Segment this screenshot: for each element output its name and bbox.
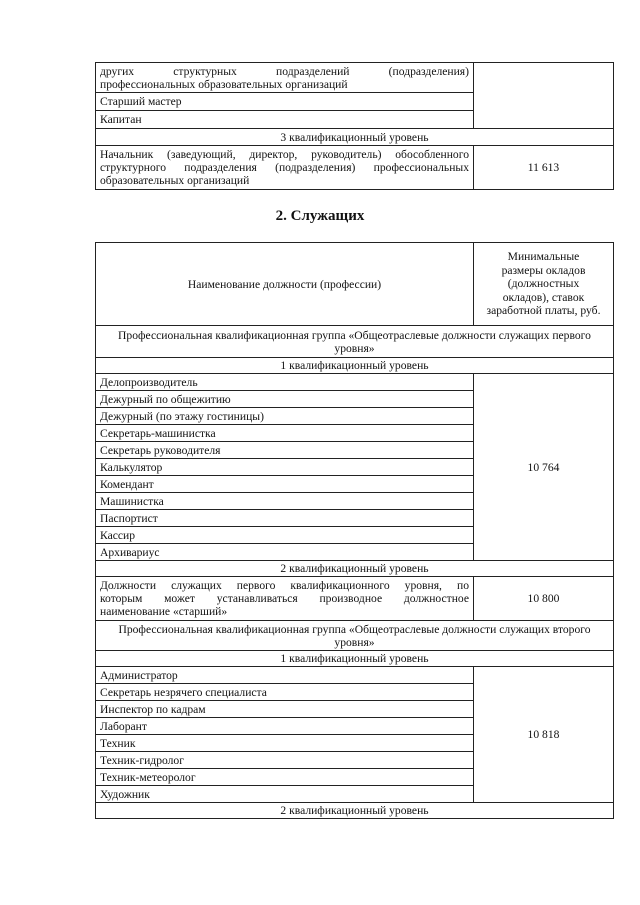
cell-line: структурного подразделения (подразделения) профессиональных [100, 161, 469, 174]
position-cell: Художник [96, 786, 474, 803]
cell-line: Начальник (заведующий, директор, руководитель) обособленного [100, 148, 469, 161]
position-cell: Калькулятор [96, 459, 474, 476]
header-salary [474, 243, 614, 326]
header-line: (должностных [507, 277, 580, 291]
table-row [96, 326, 614, 358]
cell-line: наименование «старший» [100, 605, 228, 618]
salary-cell: 10 764 [474, 374, 614, 561]
qualification-level-row: 1 квалификационный уровень [96, 651, 614, 667]
salary-cell-empty [474, 63, 614, 129]
table-row [96, 561, 614, 577]
salary-table-continuation [95, 62, 614, 190]
position-cell [96, 577, 474, 621]
position-cell [96, 63, 474, 93]
qualification-level-row: 2 квалификационный уровень [96, 561, 614, 577]
table-row [96, 667, 614, 684]
table-row [96, 621, 614, 651]
table-row [96, 129, 614, 146]
qualification-group-row: Профессиональная квалификационная группа «Общеотраслевые должности служащих второго уровня» [96, 621, 614, 651]
salary-cell: 10 818 [474, 667, 614, 803]
table-row [96, 63, 614, 93]
position-cell: Инспектор по кадрам [96, 701, 474, 718]
qualification-level-row: 2 квалификационный уровень [96, 803, 614, 819]
position-cell: Комендант [96, 476, 474, 493]
position-cell: Кассир [96, 527, 474, 544]
cell-line: Должности служащих первого квалификационного уровня, по [100, 579, 469, 592]
position-cell [96, 146, 474, 190]
cell-line: которым может устанавливаться производное должностное [100, 592, 469, 605]
position-cell: Техник-метеоролог [96, 769, 474, 786]
position-cell: Техник-гидролог [96, 752, 474, 769]
table-row [96, 803, 614, 819]
cell-line: образовательных организаций [100, 174, 250, 187]
position-cell: Секретарь-машинистка [96, 425, 474, 442]
position-cell: Секретарь руководителя [96, 442, 474, 459]
cell-line: профессиональных образовательных организаций [100, 77, 348, 91]
table-row [96, 358, 614, 374]
position-cell: Капитан [96, 111, 474, 129]
header-line: размеры окладов [501, 263, 586, 277]
position-cell: Паспортист [96, 510, 474, 527]
position-cell: Администратор [96, 667, 474, 684]
header-line: заработной платы, руб. [486, 304, 601, 318]
position-cell: Машинистка [96, 493, 474, 510]
header-line: окладов), ставок [502, 290, 585, 304]
position-cell: Техник [96, 735, 474, 752]
qualification-level-row: 1 квалификационный уровень [96, 358, 614, 374]
header-position-name: Наименование должности (профессии) [96, 243, 474, 326]
position-cell: Делопроизводитель [96, 374, 474, 391]
section-title: 2. Служащих [275, 208, 365, 224]
qualification-level-row: 3 квалификационный уровень [96, 129, 614, 146]
qualification-group-row: Профессиональная квалификационная группа «Общеотраслевые должности служащих первого уровня» [96, 326, 614, 358]
table-row [96, 577, 614, 621]
salary-table-employees [95, 242, 614, 819]
position-cell: Лаборант [96, 718, 474, 735]
position-cell: Архивариус [96, 544, 474, 561]
position-cell: Секретарь незрячего специалиста [96, 684, 474, 701]
table-header-row [96, 243, 614, 326]
table-row [96, 146, 614, 190]
table-row [96, 374, 614, 391]
position-cell: Дежурный по общежитию [96, 391, 474, 408]
salary-cell: 10 800 [474, 577, 614, 621]
salary-cell: 11 613 [474, 146, 614, 190]
position-cell: Дежурный (по этажу гостиницы) [96, 408, 474, 425]
table-row [96, 651, 614, 667]
position-cell: Старший мастер [96, 93, 474, 111]
header-line: Минимальные [507, 250, 580, 264]
cell-line: других структурных подразделений (подразделения) [100, 64, 469, 78]
